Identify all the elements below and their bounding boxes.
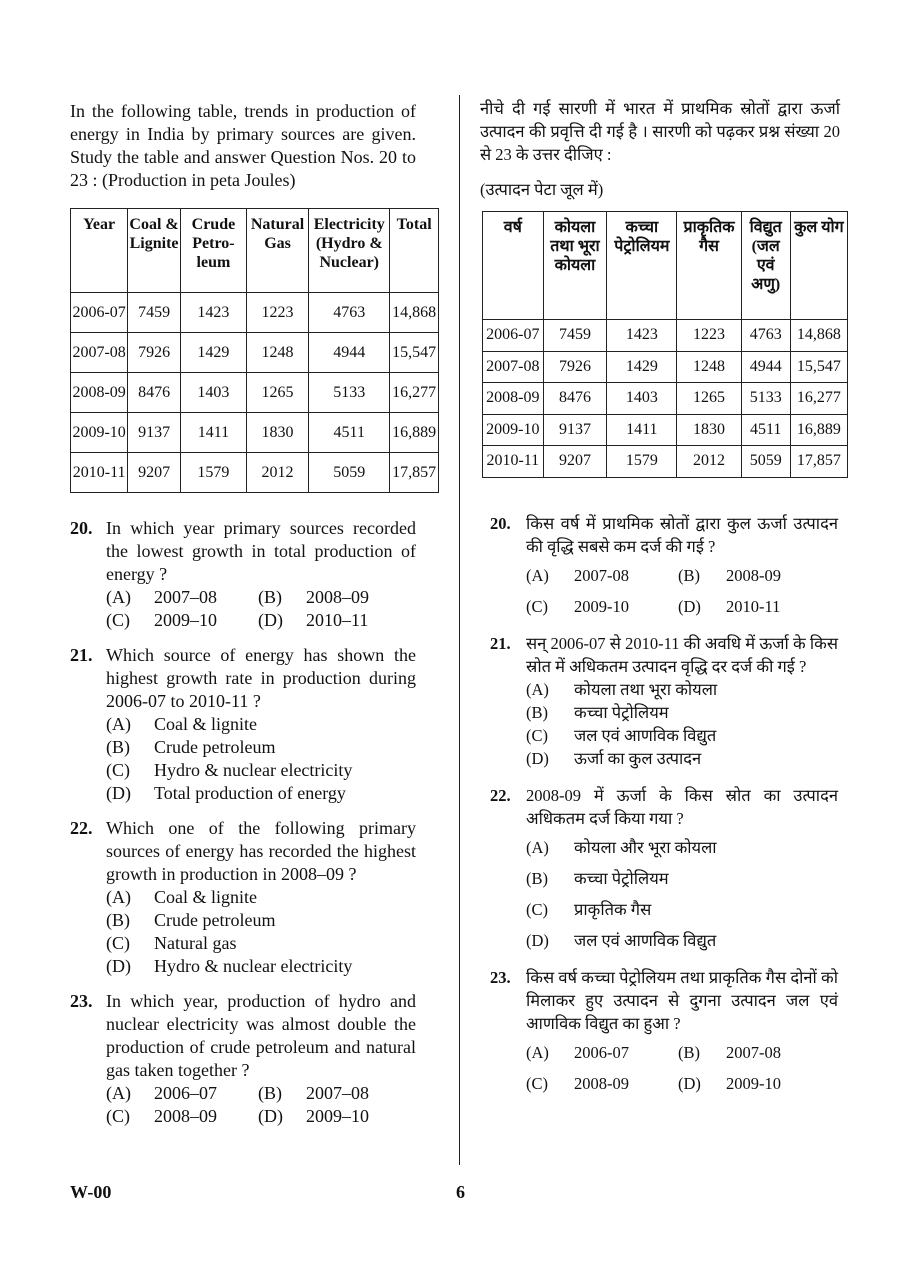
question-number: 20. — [490, 514, 511, 533]
option-text: कोयला तथा भूरा कोयला — [574, 680, 718, 699]
question-20 — [490, 512, 838, 618]
option[interactable] — [258, 609, 408, 632]
option[interactable] — [678, 595, 828, 618]
option-label: (D) — [678, 1074, 701, 1093]
question-row — [490, 512, 838, 558]
table-cell: 15,547 — [390, 333, 439, 373]
table-cell: 1830 — [246, 413, 308, 453]
options — [526, 564, 838, 618]
table-cell: 2008-09 — [71, 373, 128, 413]
question-number: 20. — [70, 518, 93, 538]
option-label: (D) — [258, 1106, 283, 1126]
option-label: (B) — [106, 910, 130, 930]
option-label: (B) — [258, 587, 282, 607]
option-label: (A) — [526, 566, 549, 585]
column-header: Crude Petro-leum — [180, 209, 246, 293]
table-cell: 9207 — [543, 446, 607, 478]
option[interactable] — [678, 564, 828, 587]
table-cell: 15,547 — [790, 351, 847, 383]
question-text: In which year, production of hydro and nuclear electricity was almost double the production of crude petroleum and natural gas taken together ? — [106, 991, 416, 1080]
table-row — [71, 333, 439, 373]
question-row — [490, 632, 838, 678]
table-cell: 16,277 — [790, 383, 847, 415]
option-text: 2010–11 — [306, 610, 369, 630]
option[interactable] — [526, 898, 838, 921]
table-cell: 1403 — [607, 383, 677, 415]
option[interactable] — [106, 1082, 258, 1105]
option-label: (A) — [526, 1043, 549, 1062]
table-cell: 1265 — [677, 383, 741, 415]
table-cell: 9137 — [543, 414, 607, 446]
question-20 — [70, 517, 416, 632]
question-number: 21. — [490, 634, 511, 653]
table-cell: 1265 — [246, 373, 308, 413]
column-header: Coal & Lignite — [128, 209, 181, 293]
column-header: विद्युत (जल एवं अणु) — [741, 212, 790, 320]
table-cell: 8476 — [543, 383, 607, 415]
question-text: 2008-09 में ऊर्जा के किस स्रोत का उत्पादन अधिकतम दर्ज किया गया ? — [526, 786, 838, 828]
table-cell: 2008-09 — [483, 383, 544, 415]
option-label: (B) — [526, 869, 548, 888]
table-cell: 9137 — [128, 413, 181, 453]
table-cell: 1223 — [246, 293, 308, 333]
option-text: 2009–10 — [306, 1106, 369, 1126]
options — [526, 1041, 838, 1095]
options — [106, 713, 416, 805]
unit-hindi: (उत्पादन पेटा जूल में) — [480, 180, 604, 199]
energy-table-english — [70, 208, 439, 493]
option-text: 2007-08 — [574, 566, 629, 585]
option-text: 2008-09 — [574, 1074, 629, 1093]
table-cell: 5059 — [741, 446, 790, 478]
option[interactable] — [106, 736, 416, 759]
option-label: (D) — [106, 783, 131, 803]
table-cell: 1248 — [246, 333, 308, 373]
option-text: 2007-08 — [726, 1043, 781, 1062]
table-cell: 14,868 — [790, 320, 847, 352]
option-label: (C) — [106, 760, 130, 780]
question-text: Which one of the following primary sources of energy has recorded the highest growth in production in 2008–09 ? — [106, 818, 416, 884]
option[interactable] — [258, 1105, 408, 1128]
option[interactable] — [106, 782, 416, 805]
table-cell: 4944 — [741, 351, 790, 383]
option-label: (B) — [678, 566, 700, 585]
option[interactable] — [526, 701, 838, 724]
question-21 — [490, 632, 838, 770]
question-number: 22. — [490, 786, 511, 805]
table-cell: 2006-07 — [483, 320, 544, 352]
table-row — [483, 351, 848, 383]
table-cell: 1411 — [180, 413, 246, 453]
table-cell: 16,889 — [390, 413, 439, 453]
option-label: (D) — [258, 610, 283, 630]
column-header: Year — [71, 209, 128, 293]
column-header: कच्चा पेट्रोलियम — [607, 212, 677, 320]
column-header: Natural Gas — [246, 209, 308, 293]
question-22 — [490, 784, 838, 952]
option-label: (C) — [106, 933, 130, 953]
option-label: (A) — [106, 587, 131, 607]
table-cell: 2012 — [246, 453, 308, 493]
option[interactable] — [258, 1082, 408, 1105]
energy-table-hindi — [482, 211, 848, 478]
table-row — [71, 453, 439, 493]
table-cell: 2006-07 — [71, 293, 128, 333]
option[interactable] — [106, 713, 416, 736]
options — [106, 1082, 416, 1128]
question-number: 23. — [70, 991, 93, 1011]
table-cell: 2007-08 — [483, 351, 544, 383]
question-row — [70, 517, 416, 586]
option[interactable] — [258, 586, 408, 609]
option-label: (A) — [526, 838, 549, 857]
option[interactable] — [526, 867, 838, 890]
paper-code: W-00 — [70, 1182, 112, 1202]
option-text: 2008–09 — [154, 1106, 217, 1126]
table-cell: 16,277 — [390, 373, 439, 413]
table-cell: 1579 — [607, 446, 677, 478]
option[interactable] — [526, 1072, 678, 1095]
option-text: Total production of energy — [154, 783, 346, 803]
table-row — [483, 446, 848, 478]
option[interactable] — [526, 595, 678, 618]
table-cell: 9207 — [128, 453, 181, 493]
table-cell: 4763 — [309, 293, 390, 333]
options — [526, 678, 838, 770]
option-text: 2009-10 — [574, 597, 629, 616]
option[interactable] — [526, 678, 838, 701]
table-cell: 17,857 — [390, 453, 439, 493]
option-text: Hydro & nuclear electricity — [154, 956, 353, 976]
column-header: कुल योग — [790, 212, 847, 320]
option-text: 2009–10 — [154, 610, 217, 630]
option[interactable] — [526, 1041, 678, 1064]
table-row — [483, 320, 848, 352]
column-divider — [459, 95, 460, 1165]
option[interactable] — [526, 724, 838, 747]
option[interactable] — [526, 836, 838, 859]
table-cell: 7459 — [543, 320, 607, 352]
option-text: Crude petroleum — [154, 910, 276, 930]
option-text: 2008–09 — [306, 587, 369, 607]
question-row — [70, 644, 416, 713]
option-label: (D) — [526, 931, 549, 950]
option-text: 2008-09 — [726, 566, 781, 585]
questions-english — [70, 517, 416, 1128]
table-cell: 1411 — [607, 414, 677, 446]
question-23 — [490, 966, 838, 1095]
intro-english: In the following table, trends in production of energy in India by primary sources are given. Study the table and answer Question Nos. 20 to 23 : (Production in peta Joules) — [70, 101, 416, 190]
table-cell: 2012 — [677, 446, 741, 478]
option[interactable] — [678, 1041, 828, 1064]
table-row — [71, 373, 439, 413]
table-cell: 1423 — [180, 293, 246, 333]
column-header: प्राकृतिक गैस — [677, 212, 741, 320]
question-23 — [70, 990, 416, 1128]
table-row — [71, 293, 439, 333]
table-cell: 5059 — [309, 453, 390, 493]
table-cell: 1403 — [180, 373, 246, 413]
option[interactable] — [106, 759, 416, 782]
option-label: (D) — [678, 597, 701, 616]
option-text: जल एवं आणविक विद्युत — [574, 931, 717, 950]
table-cell: 5133 — [309, 373, 390, 413]
question-row — [70, 817, 416, 886]
table-cell: 7926 — [543, 351, 607, 383]
table-cell: 16,889 — [790, 414, 847, 446]
table-cell: 1429 — [180, 333, 246, 373]
option-text: 2007–08 — [154, 587, 217, 607]
table-cell: 17,857 — [790, 446, 847, 478]
table-cell: 1248 — [677, 351, 741, 383]
table-cell: 2010-11 — [71, 453, 128, 493]
option-text: 2006-07 — [574, 1043, 629, 1062]
option-label: (A) — [106, 887, 131, 907]
option-text: 2010-11 — [726, 597, 781, 616]
option-text: कोयला और भूरा कोयला — [574, 838, 717, 857]
table-cell: 8476 — [128, 373, 181, 413]
question-row — [70, 990, 416, 1082]
option-text: Hydro & nuclear electricity — [154, 760, 353, 780]
table-cell: 1579 — [180, 453, 246, 493]
table-cell: 14,868 — [390, 293, 439, 333]
options — [526, 836, 838, 952]
option-text: Crude petroleum — [154, 737, 276, 757]
question-text: किस वर्ष में प्राथमिक स्रोतों द्वारा कुल ऊर्जा उत्पादन की वृद्धि सबसे कम दर्ज की गई ? — [526, 514, 838, 556]
option[interactable] — [106, 932, 416, 955]
option-text: 2006–07 — [154, 1083, 217, 1103]
question-text: In which year primary sources recorded the lowest growth in total production of energy ? — [106, 518, 416, 584]
table-cell: 7926 — [128, 333, 181, 373]
table-cell: 4944 — [309, 333, 390, 373]
question-number: 23. — [490, 968, 511, 987]
option-label: (B) — [106, 737, 130, 757]
table-row — [483, 414, 848, 446]
option-text: कच्चा पेट्रोलियम — [574, 869, 669, 888]
intro-hindi: नीचे दी गई सारणी में भारत में प्राथमिक स्रोतों द्वारा ऊर्जा उत्पादन की प्रवृत्ति दी गई है । सारणी को पढ़कर प्रश्न संख्या 20 से 23 के उत्तर दीजिए : — [480, 99, 840, 164]
table-cell: 1429 — [607, 351, 677, 383]
option-label: (D) — [106, 956, 131, 976]
option-text: जल एवं आणविक विद्युत — [574, 726, 717, 745]
option-label: (B) — [526, 703, 548, 722]
column-header: वर्ष — [483, 212, 544, 320]
option-label: (C) — [526, 1074, 548, 1093]
question-number: 22. — [70, 818, 93, 838]
table-cell: 5133 — [741, 383, 790, 415]
option[interactable] — [526, 564, 678, 587]
table-cell: 1423 — [607, 320, 677, 352]
option-text: कच्चा पेट्रोलियम — [574, 703, 669, 722]
option-text: 2007–08 — [306, 1083, 369, 1103]
option[interactable] — [106, 886, 416, 909]
option[interactable] — [106, 909, 416, 932]
column-header: Total — [390, 209, 439, 293]
option-text: ऊर्जा का कुल उत्पादन — [574, 749, 702, 768]
option-label: (C) — [106, 610, 130, 630]
option-text: प्राकृतिक गैस — [574, 900, 652, 919]
table-cell: 2007-08 — [71, 333, 128, 373]
table-row — [71, 413, 439, 453]
page-number: 6 — [456, 1182, 465, 1202]
option-label: (A) — [526, 680, 549, 699]
option-text: 2009-10 — [726, 1074, 781, 1093]
option-label: (C) — [106, 1106, 130, 1126]
option-label: (B) — [258, 1083, 282, 1103]
column-header: कोयला तथा भूरा कोयला — [543, 212, 607, 320]
table-cell: 1830 — [677, 414, 741, 446]
option[interactable] — [106, 1105, 258, 1128]
header-row — [483, 212, 848, 320]
question-row — [490, 784, 838, 830]
column-header: Electricity (Hydro & Nuclear) — [309, 209, 390, 293]
option-text: Coal & lignite — [154, 714, 257, 734]
options — [106, 886, 416, 978]
question-22 — [70, 817, 416, 978]
question-text: सन् 2006-07 से 2010-11 की अवधि में ऊर्जा के किस स्रोत में अधिकतम उत्पादन वृद्धि दर दर्ज की गई ? — [526, 634, 838, 676]
table-cell: 4511 — [309, 413, 390, 453]
option-text: Coal & lignite — [154, 887, 257, 907]
table-cell: 2009-10 — [71, 413, 128, 453]
option[interactable] — [106, 609, 258, 632]
option[interactable] — [526, 929, 838, 952]
option-label: (C) — [526, 597, 548, 616]
table-cell: 4511 — [741, 414, 790, 446]
option[interactable] — [106, 586, 258, 609]
option[interactable] — [678, 1072, 828, 1095]
option-text: Natural gas — [154, 933, 237, 953]
option[interactable] — [106, 955, 416, 978]
table-cell: 7459 — [128, 293, 181, 333]
table-cell: 1223 — [677, 320, 741, 352]
options — [106, 586, 416, 632]
table-cell: 2009-10 — [483, 414, 544, 446]
option[interactable] — [526, 747, 838, 770]
option-label: (A) — [106, 714, 131, 734]
option-label: (C) — [526, 900, 548, 919]
question-row — [490, 966, 838, 1035]
option-label: (C) — [526, 726, 548, 745]
question-21 — [70, 644, 416, 805]
table-row — [483, 383, 848, 415]
option-label: (A) — [106, 1083, 131, 1103]
question-text: Which source of energy has shown the highest growth rate in production during 2006-07 to 2010-11 ? — [106, 645, 416, 711]
questions-hindi — [490, 512, 838, 1095]
table-cell: 4763 — [741, 320, 790, 352]
table-cell: 2010-11 — [483, 446, 544, 478]
header-row — [71, 209, 439, 293]
question-number: 21. — [70, 645, 93, 665]
option-label: (B) — [678, 1043, 700, 1062]
option-label: (D) — [526, 749, 549, 768]
question-text: किस वर्ष कच्चा पेट्रोलियम तथा प्राकृतिक गैस दोनों को मिलाकर हुए उत्पादन से दुगना उत्पादन जल एवं आणविक विद्युत का हुआ ? — [526, 968, 838, 1033]
